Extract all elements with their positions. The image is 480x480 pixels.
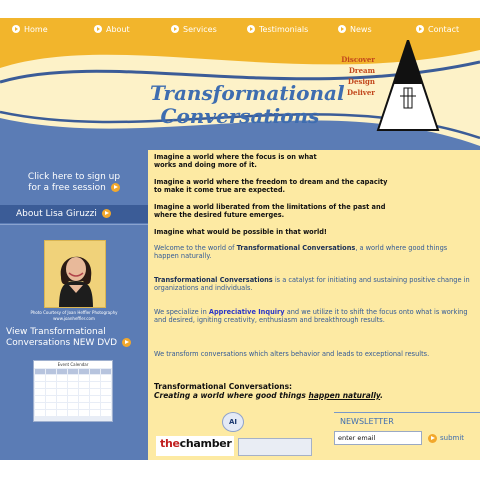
nav-label: About (106, 24, 130, 34)
calendar-day[interactable] (101, 396, 111, 402)
arrow-circle-icon (94, 25, 102, 33)
calendar-day[interactable] (79, 375, 89, 381)
text-run: , a world where good things happen naturally. (154, 244, 448, 260)
calendar-day[interactable] (57, 389, 67, 395)
tagline-word: Dream (348, 66, 375, 75)
calendar-day[interactable] (57, 403, 67, 409)
arrow-circle-icon (428, 434, 437, 443)
partner-logo[interactable] (238, 438, 312, 456)
photo-credit (0, 310, 148, 322)
calendar-day[interactable] (57, 396, 67, 402)
event-calendar[interactable] (33, 360, 113, 422)
newsletter-title: NEWSLETTER (340, 417, 394, 426)
profile-photo (44, 240, 106, 308)
calendar-day[interactable] (57, 410, 67, 416)
calendar-day[interactable] (90, 382, 100, 388)
about-lisa-link[interactable] (0, 205, 148, 223)
calendar-header-cell (57, 369, 67, 374)
calendar-day[interactable] (68, 382, 78, 388)
calendar-day[interactable] (68, 410, 78, 416)
intro-line: works and doing more of it. (154, 161, 257, 169)
arrow-circle-icon (122, 338, 131, 347)
divider (0, 224, 148, 225)
calendar-header-cell (46, 369, 56, 374)
calendar-day[interactable] (35, 382, 45, 388)
calendar-day[interactable] (35, 403, 45, 409)
photo-credit-line: Photo Courtesy of Joan Heffler Photography (30, 310, 118, 315)
calendar-grid (34, 368, 112, 417)
calendar-day[interactable] (46, 389, 56, 395)
calendar-day[interactable] (79, 396, 89, 402)
calendar-day[interactable] (57, 375, 67, 381)
arrow-circle-icon (338, 25, 346, 33)
calendar-day[interactable] (35, 396, 45, 402)
nav-testimonials[interactable] (247, 18, 308, 40)
tagline-word: Design (347, 77, 375, 86)
nav-news[interactable] (338, 18, 372, 40)
newsletter-signup (334, 412, 480, 457)
nav-label: Home (24, 24, 48, 34)
intro-statement (154, 203, 385, 219)
dvd-line: View Transformational (6, 327, 106, 337)
calendar-day[interactable] (101, 410, 111, 416)
calendar-day[interactable] (57, 382, 67, 388)
submit-label: submit (440, 434, 465, 442)
calendar-header-cell (68, 369, 78, 374)
calendar-day[interactable] (90, 396, 100, 402)
text-run: and we utilize it to shift the focus onto what is working and desired, igniting creativity, enthusiasm and breakthrough results. (154, 308, 468, 324)
calendar-day[interactable] (68, 396, 78, 402)
calendar-day[interactable] (46, 410, 56, 416)
nav-services[interactable] (171, 18, 217, 40)
top-nav (0, 18, 480, 40)
intro-line: where the desired future emerges. (154, 211, 285, 219)
nav-label: Testimonials (259, 24, 309, 34)
intro-line: to make it come true are expected. (154, 186, 286, 194)
calendar-title: Event Calendar (34, 361, 112, 368)
site-title (150, 81, 345, 128)
nav-home[interactable] (12, 18, 48, 40)
calendar-day[interactable] (101, 389, 111, 395)
appreciative-inquiry-logo[interactable]: AI (222, 412, 244, 432)
view-dvd-link[interactable] (6, 327, 146, 349)
calendar-day[interactable] (79, 403, 89, 409)
calendar-day[interactable] (35, 375, 45, 381)
calendar-day[interactable] (46, 375, 56, 381)
sidebar (0, 150, 148, 460)
nav-contact[interactable] (416, 18, 459, 40)
chamber-logo-text (160, 437, 232, 450)
text-run: Welcome to the world of (154, 244, 237, 252)
calendar-day[interactable] (46, 403, 56, 409)
calendar-day[interactable] (90, 375, 100, 381)
calendar-day[interactable] (68, 375, 78, 381)
nav-about[interactable] (94, 18, 130, 40)
calendar-day[interactable] (101, 382, 111, 388)
calendar-day[interactable] (79, 389, 89, 395)
tagline-word: Deliver (346, 88, 375, 97)
calendar-day[interactable] (68, 389, 78, 395)
closing-line: Transformational Conversations: (154, 382, 293, 391)
brand-name: Transformational Conversations (236, 244, 356, 252)
arrow-circle-icon (111, 183, 120, 192)
signup-line: for a free session (28, 183, 106, 193)
calendar-header-cell (35, 369, 45, 374)
brand-name: Transformational Conversations (154, 276, 273, 284)
intro-line: Imagine a world liberated from the limitations of the past and (154, 203, 386, 211)
about-label: About Lisa Giruzzi (16, 209, 97, 219)
calendar-day[interactable] (101, 403, 111, 409)
calendar-day[interactable] (68, 403, 78, 409)
calendar-day[interactable] (35, 389, 45, 395)
nav-label: Contact (428, 24, 460, 34)
site-title-line: Transformational (150, 81, 345, 105)
calendar-day[interactable] (46, 396, 56, 402)
calendar-day[interactable] (90, 410, 100, 416)
welcome-paragraph (154, 244, 474, 260)
tagline-word: Discover (341, 55, 375, 64)
closing-line: Creating a world where good things (154, 391, 309, 400)
site-title-line: Conversations (160, 104, 320, 128)
arrow-circle-icon (171, 25, 179, 33)
calendar-day[interactable] (46, 382, 56, 388)
calendar-header-cell (101, 369, 111, 374)
chamber-logo-the: the (160, 437, 180, 450)
photo-credit-line: www.joanheffler.com (53, 316, 95, 321)
chamber-logo[interactable] (156, 436, 234, 456)
specialize-paragraph (154, 308, 474, 324)
calendar-header-cell (90, 369, 100, 374)
closing-emphasis: happen naturally (308, 391, 381, 400)
catalyst-paragraph (154, 276, 474, 292)
calendar-day[interactable] (79, 382, 89, 388)
intro-line: Imagine a world where the focus is on what (154, 153, 317, 161)
calendar-day[interactable] (35, 410, 45, 416)
email-field[interactable] (334, 431, 422, 445)
main-content (148, 150, 480, 460)
text-run: is a catalyst for initiating and sustaining positive change in organizations and individuals. (154, 276, 470, 292)
arrow-circle-icon (416, 25, 424, 33)
nav-label: Services (183, 24, 217, 34)
intro-statement (154, 153, 317, 169)
nav-label: News (350, 24, 372, 34)
transform-paragraph: We transform conversations which alters behavior and leads to exceptional results. (154, 350, 430, 358)
calendar-day[interactable] (79, 410, 89, 416)
calendar-day[interactable] (90, 389, 100, 395)
closing-statement (154, 382, 474, 400)
intro-line: Imagine a world where the freedom to dream and the capacity (154, 178, 388, 186)
arrow-circle-icon (102, 209, 111, 218)
tagline (333, 54, 375, 98)
appreciative-inquiry-link[interactable]: Appreciative Inquiry (208, 308, 285, 316)
calendar-header-cell (79, 369, 89, 374)
header-banner (0, 40, 480, 150)
calendar-day[interactable] (90, 403, 100, 409)
arrow-circle-icon (247, 25, 255, 33)
signup-line: Click here to sign up (27, 172, 121, 182)
intro-statement: Imagine what would be possible in that world! (154, 228, 327, 236)
intro-statement (154, 178, 387, 194)
chamber-logo-rest: chamber (179, 437, 232, 450)
free-session-signup-link[interactable] (0, 172, 148, 194)
text-run: We specialize in (154, 308, 209, 316)
closing-line: . (380, 391, 383, 400)
calendar-day[interactable] (101, 375, 111, 381)
arrow-circle-icon (12, 25, 20, 33)
dvd-line: Conversations NEW DVD (6, 338, 118, 348)
submit-button[interactable] (428, 431, 464, 445)
